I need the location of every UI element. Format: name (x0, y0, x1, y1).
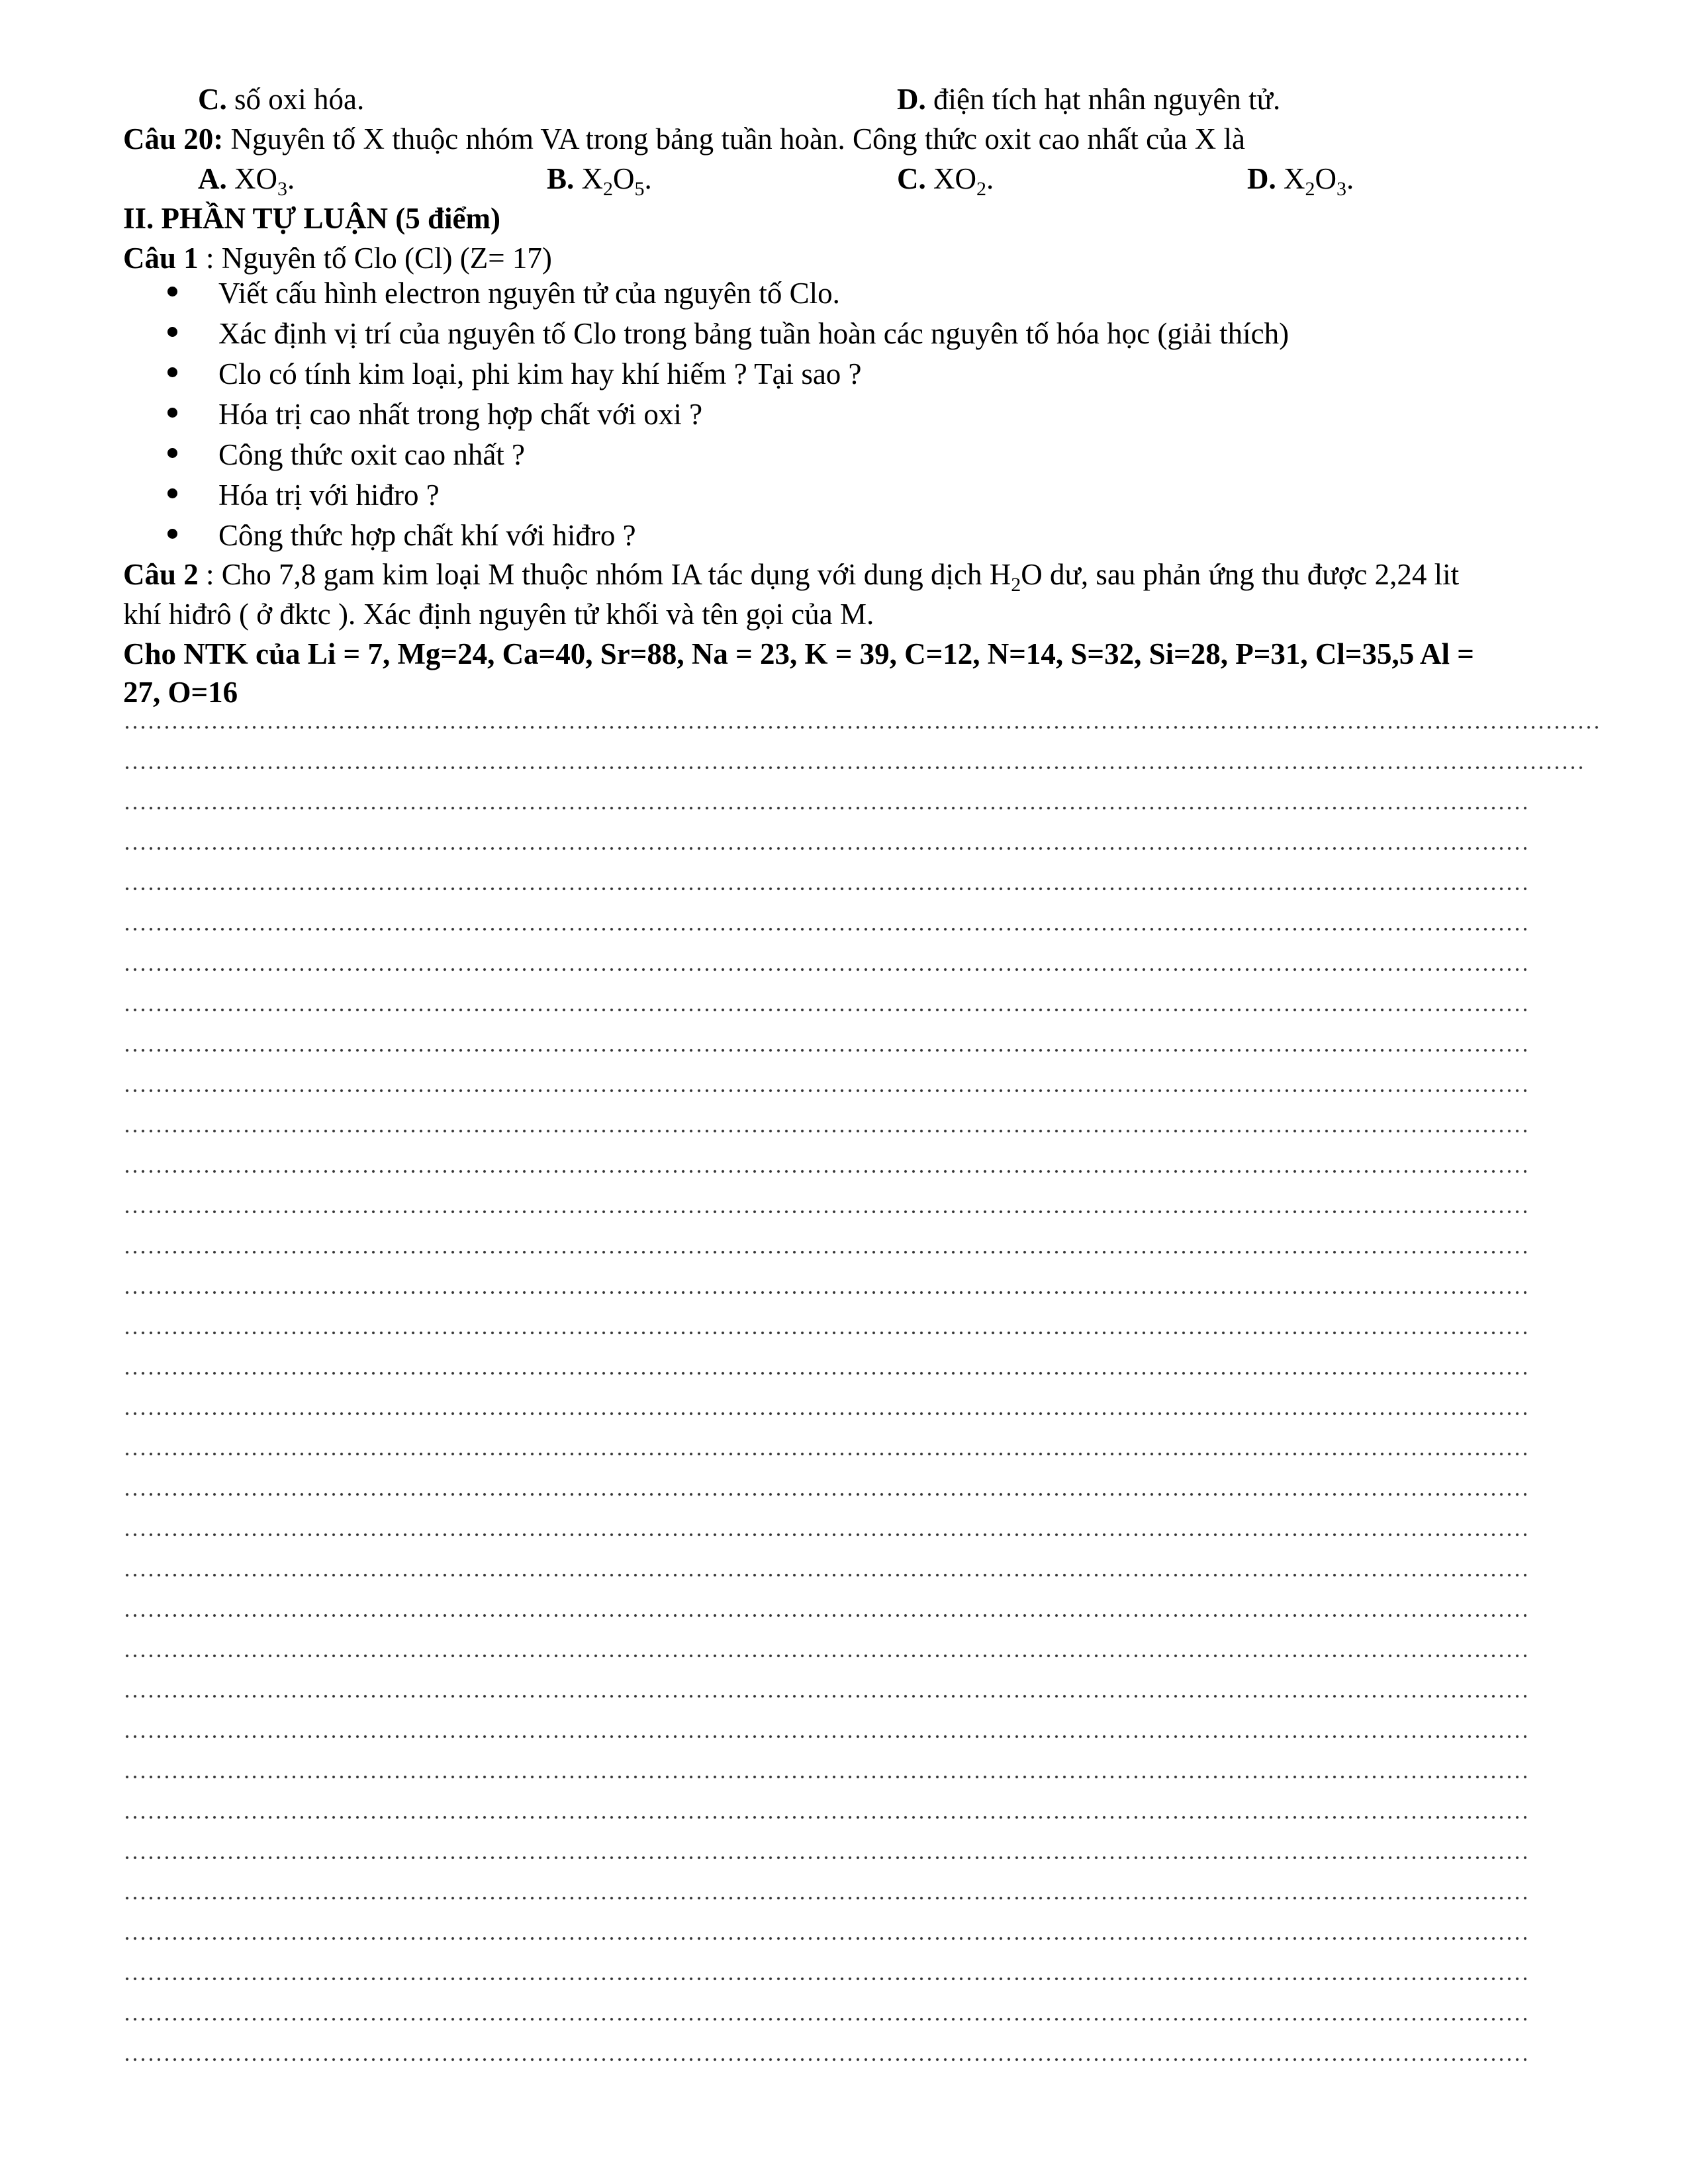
cau1-stem (123, 238, 552, 278)
cau1-bullet-2: Xác định vị trí của nguyên tố Clo trong bảng tuần hoàn các nguyên tố hóa học (giải thích) (218, 317, 1289, 350)
cau1-bullet-6: Hóa trị với hiđro ? (218, 478, 440, 512)
q19-option-c-text: số oxi hóa. (226, 83, 365, 116)
answer-dotted-line (123, 806, 1526, 810)
q20-option-a: A. $XO_3$. (198, 162, 295, 200)
bullet-dot (167, 408, 177, 418)
answer-dotted-line (123, 1169, 1526, 1173)
answer-dotted-line (123, 1452, 1526, 1456)
answer-dotted-line (123, 1331, 1526, 1335)
cau2-stem: Câu 2 : Cho 7,8 gam kim loại M thuộc nhóm IA tác dụng với dung dịch $H_2O$ dư, sau phản ứng thu được 2,24 lit (123, 558, 1460, 596)
answer-dotted-line (123, 968, 1526, 972)
cau1-bullet-4: Hóa trị cao nhất trong hợp chất với oxi ? (218, 398, 703, 431)
q20-option-b: B. $X_2O_5$. (547, 162, 652, 200)
answer-dotted-line (123, 766, 1586, 770)
answer-dotted-line (123, 1048, 1526, 1052)
answer-dotted-line (123, 1614, 1526, 1617)
answer-dotted-line (123, 1492, 1526, 1496)
answer-dotted-line (123, 1089, 1526, 1093)
answer-dotted-line (123, 1008, 1526, 1012)
answer-dotted-line (123, 1371, 1526, 1375)
answer-dotted-line (123, 1815, 1526, 1819)
answer-dotted-line (123, 2058, 1526, 2062)
bullet-dot (167, 488, 177, 498)
answer-dotted-line (123, 1654, 1526, 1658)
answer-dotted-line (123, 846, 1526, 850)
answer-dotted-line (123, 1896, 1526, 1900)
answer-dotted-line (123, 1977, 1526, 1981)
cau1-text: : Nguyên tố Clo (Cl) (Z= 17) (198, 242, 552, 275)
q20-stem (123, 119, 1245, 159)
answer-dotted-line (123, 1936, 1526, 1940)
cau1-bullet-1: Viết cấu hình electron nguyên tử của nguyên tố Clo. (218, 277, 840, 310)
q19-option-d (897, 79, 1280, 119)
cau1-bullet-3: Clo có tính kim loại, phi kim hay khí hiếm ? Tại sao ? (218, 357, 862, 390)
cau1-bullet-7: Công thức hợp chất khí với hiđro ? (218, 519, 636, 552)
q20-option-c: C. $XO_2$. (897, 162, 994, 200)
atomic-masses-line-1: Cho NTK của Li = 7, Mg=24, Ca=40, Sr=88, Na = 23, K = 39, C=12, N=14, S=32, Si=28, P=31, Cl=35,5 Al = (123, 637, 1474, 670)
bullet-dot (167, 287, 177, 296)
answer-dotted-line (123, 887, 1526, 891)
section-2-title: II. PHẦN TỰ LUẬN (5 điểm) (123, 202, 500, 235)
answer-dotted-line (123, 1775, 1526, 1779)
answer-dotted-line (123, 927, 1526, 931)
bullet-dot (167, 367, 177, 377)
q19-option-c (198, 79, 364, 119)
answer-dotted-line (123, 1412, 1526, 1416)
atomic-masses-line-2: 27, O=16 (123, 676, 238, 709)
bullet-dot (167, 448, 177, 458)
q20-label: Câu 20: (123, 122, 224, 156)
answer-dotted-line (123, 2017, 1526, 2021)
bullet-dot (167, 327, 177, 337)
cau1-label: Câu 1 (123, 242, 199, 275)
answer-dotted-line (123, 1573, 1526, 1577)
q19-option-d-text: điện tích hạt nhân nguyên tử. (925, 83, 1281, 116)
cau2-stem-line-2: khí hiđrô ( ở đktc ). Xác định nguyên tử khối và tên gọi của M. (123, 598, 874, 631)
answer-dotted-line (123, 1856, 1526, 1860)
bullet-dot (167, 529, 177, 539)
cau1-bullet-5: Công thức oxit cao nhất ? (218, 438, 526, 471)
answer-dotted-line (123, 1210, 1526, 1214)
answer-dotted-line (123, 1694, 1526, 1698)
q20-text: Nguyên tố X thuộc nhóm VA trong bảng tuần hoàn. Công thức oxit cao nhất của X là (223, 122, 1245, 156)
cau2-label: Câu 2 (123, 558, 199, 591)
q19-option-d-key: D. (897, 83, 926, 116)
answer-dotted-line (123, 1533, 1526, 1537)
answer-dotted-line (123, 1735, 1526, 1739)
answer-dotted-line (123, 725, 1599, 729)
answer-dotted-line (123, 1291, 1526, 1295)
answer-dotted-line (123, 1250, 1526, 1254)
q19-option-c-key: C. (198, 83, 227, 116)
answer-dotted-line (123, 1129, 1526, 1133)
q20-option-d: D. $X_2O_3$. (1247, 162, 1354, 200)
